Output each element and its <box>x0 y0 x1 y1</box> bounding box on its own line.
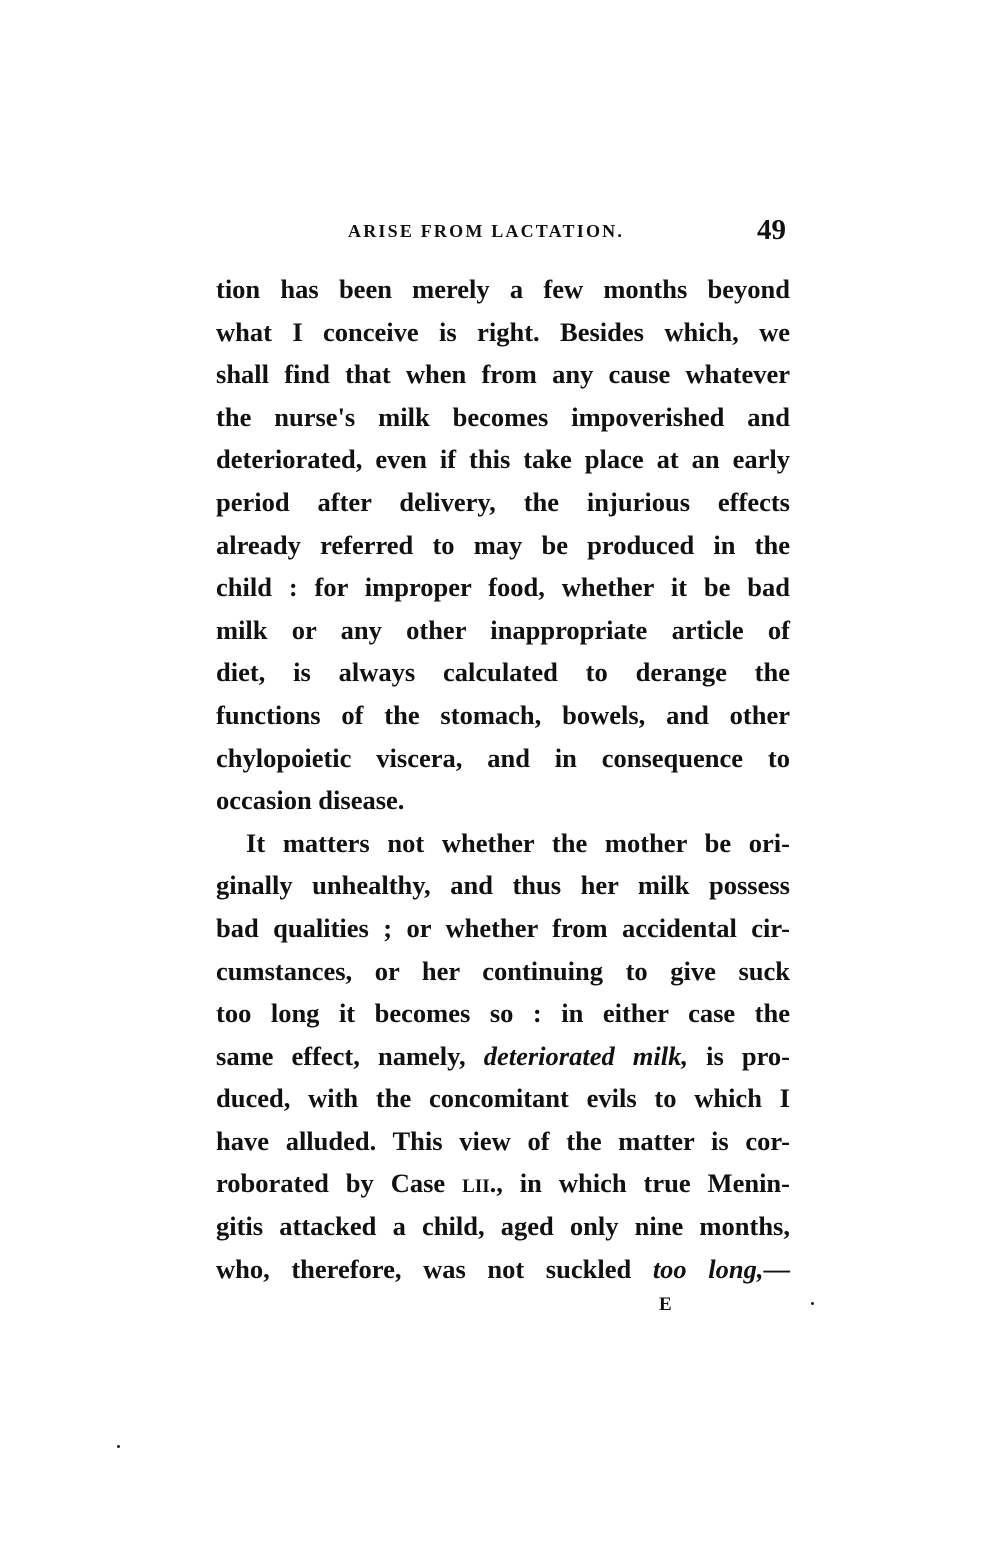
text-line <box>216 737 790 780</box>
line-text: bad qualities ; or whether from accidental cir- <box>216 912 790 943</box>
line-text-segment: who, therefore, was not suckled <box>216 1253 653 1284</box>
line-text: diet, is always calculated to derange the <box>216 657 790 688</box>
line-text-segment: is pro- <box>688 1040 791 1071</box>
text-line <box>216 694 790 737</box>
text-line <box>216 396 790 439</box>
text-line <box>216 651 790 694</box>
text-line <box>216 524 790 567</box>
text-line <box>216 992 790 1035</box>
italic-text: deteriorated milk, <box>483 1040 689 1071</box>
line-text: shall find that when from any cause whatever <box>216 359 790 390</box>
line-text: duced, with the concomitant evils to which I <box>216 1083 790 1114</box>
page-number: 49 <box>757 214 786 246</box>
line-text-segment: , in which true Menin- <box>496 1168 790 1199</box>
line-text: too long it becomes so : in either case the <box>216 998 790 1029</box>
text-line <box>216 1248 790 1291</box>
text-line <box>216 1205 790 1248</box>
page-body <box>216 268 790 1290</box>
scan-speck <box>117 1445 120 1448</box>
line-text: the nurse's milk becomes impoverished and <box>216 401 790 432</box>
text-line <box>216 822 790 865</box>
text-line <box>216 438 790 481</box>
text-line <box>216 481 790 524</box>
text-line <box>216 1035 790 1078</box>
running-title: ARISE FROM LACTATION. <box>348 221 625 241</box>
text-line <box>216 311 790 354</box>
text-line <box>216 779 790 822</box>
line-text: occasion disease. <box>216 785 405 816</box>
text-line <box>216 566 790 609</box>
line-text: chylopoietic viscera, and in consequence to <box>216 742 790 773</box>
signature-mark: E <box>659 1294 672 1315</box>
italic-text: too long, <box>652 1253 764 1284</box>
line-text-segment: same effect, namely, <box>216 1040 484 1071</box>
line-text: tion has been merely a few months beyond <box>216 274 790 304</box>
line-text-segment: — <box>763 1253 791 1284</box>
line-text: what I conceive is right. Besides which, we <box>216 316 790 347</box>
line-text: deteriorated, even if this take place at an early <box>216 444 790 475</box>
line-text: It matters not whether the mother be ori- <box>246 827 790 858</box>
line-text: milk or any other inappropriate article of <box>216 614 790 645</box>
line-text: gitis attacked a child, aged only nine months, <box>216 1211 790 1242</box>
text-line <box>216 907 790 950</box>
text-line <box>216 1162 790 1205</box>
line-text: functions of the stomach, bowels, and other <box>216 699 790 730</box>
text-line <box>216 950 790 993</box>
line-text: cumstances, or her continuing to give suck <box>216 955 790 986</box>
text-line <box>216 353 790 396</box>
text-line <box>216 864 790 907</box>
text-line <box>216 1120 790 1163</box>
text-line <box>216 1077 790 1120</box>
small-caps-text: lii. <box>462 1168 497 1199</box>
scan-speck <box>811 1302 814 1305</box>
text-line <box>216 268 790 311</box>
line-text: ginally unhealthy, and thus her milk possess <box>216 870 790 901</box>
line-text: period after delivery, the injurious effects <box>216 486 790 517</box>
line-text: have alluded. This view of the matter is cor- <box>216 1125 790 1156</box>
line-text: child : for improper food, whether it be bad <box>216 572 790 603</box>
line-text-segment: roborated by Case <box>216 1168 463 1199</box>
line-text: already referred to may be produced in the <box>216 529 790 560</box>
text-line <box>216 609 790 652</box>
